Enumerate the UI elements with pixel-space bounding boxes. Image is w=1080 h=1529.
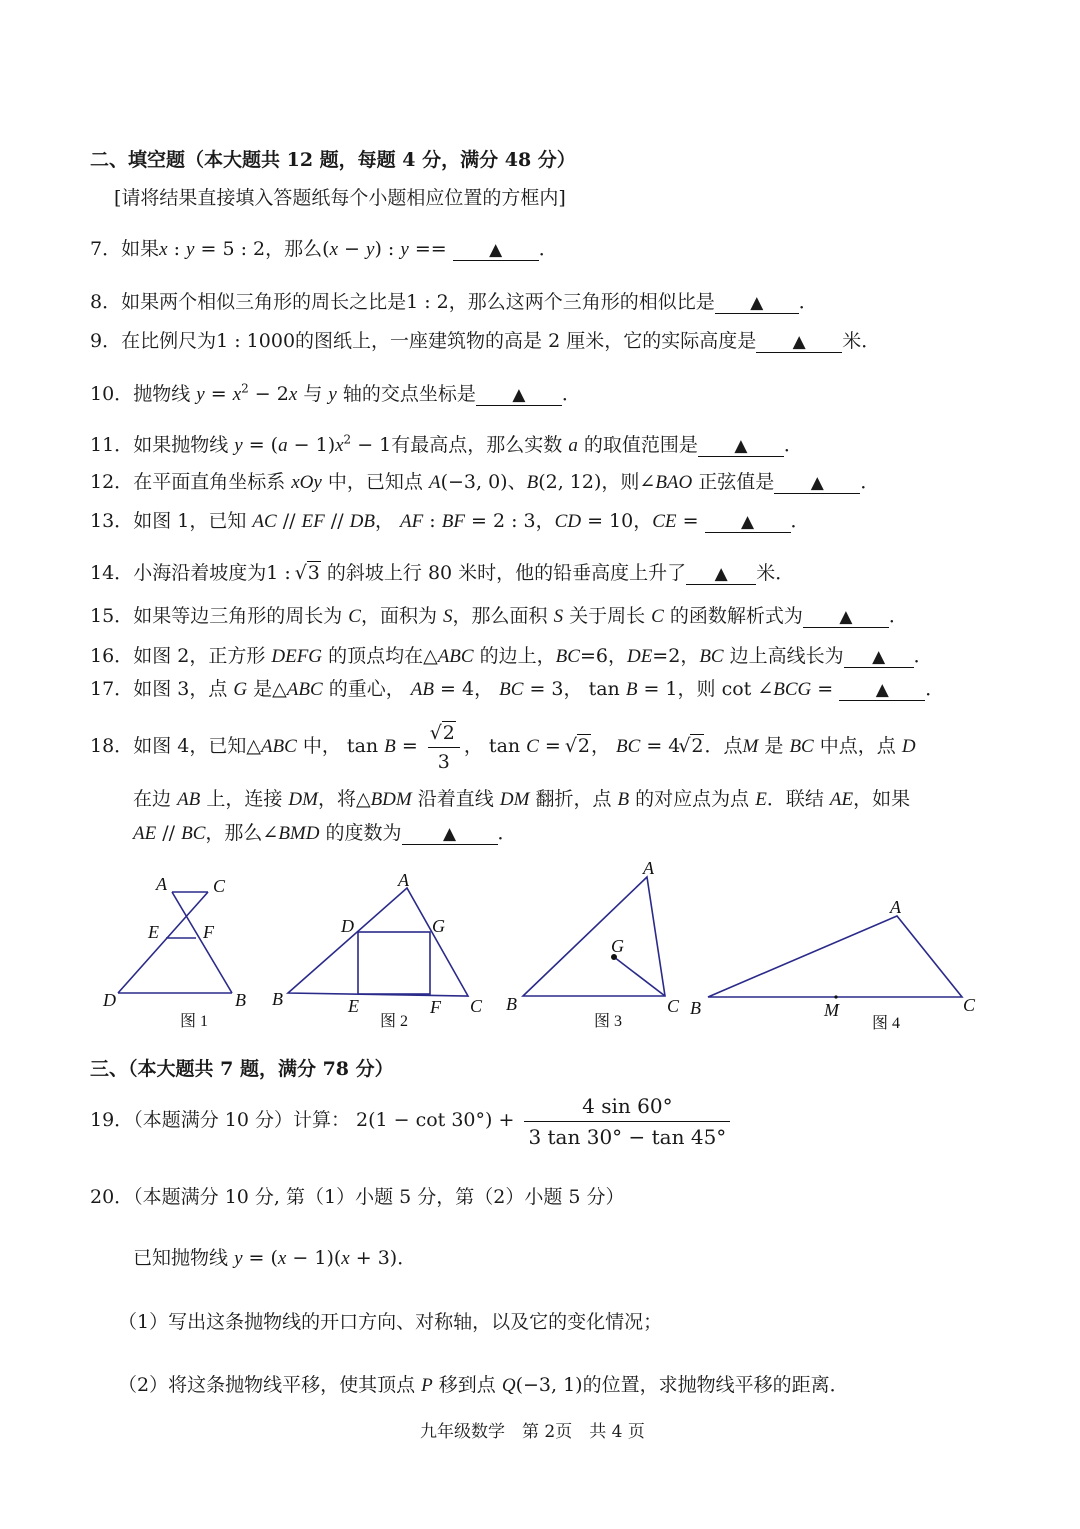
fig4-label-m: M (824, 1000, 839, 1020)
fig3-label-g: G (611, 936, 624, 956)
question-10: 10．抛物线 $y = x^2 - 2x$ 与 y 轴的交点坐标是 ▲ ． (90, 381, 581, 405)
question-18-line-2: 在边 AB 上，连接 DM，将△BDM 沿着直线 DM 翻折，点 B 的对应点为点 E．联结 AE，如果 (133, 788, 911, 810)
figure-1 (118, 892, 232, 993)
answer-blank[interactable]: ▲ (756, 332, 842, 353)
section-3-title: 三、（本大题共 7 题，满分 78 分） (90, 1058, 394, 1080)
question-16: 16．如图 2，正方形 DEFG 的顶点均在△ABC 的边上，BC=6，DE=2，BC 边上高线长为 ▲ ． (90, 645, 933, 667)
fig1-label-b: B (235, 990, 246, 1010)
answer-blank[interactable]: ▲ (402, 824, 498, 845)
answer-blank[interactable]: ▲ (774, 473, 860, 494)
question-20-part-2: （2）将这条抛物线平移，使其顶点 P 移到点 Q(−3, 1)的位置，求抛物线平移的距离． (118, 1374, 849, 1396)
fig2-label-c: C (470, 996, 483, 1016)
figure-1-caption: 图 1 (180, 1013, 209, 1030)
figure-3 (523, 877, 665, 996)
answer-blank[interactable]: ▲ (839, 680, 925, 701)
answer-blank[interactable]: ▲ (844, 647, 914, 668)
question-13: 13．如图 1，已知 AC // EF // DB， AF : BF = 2 : 3，CD = 10，CE = ▲ ． (90, 510, 810, 532)
question-18-line-3: AE // BC，那么∠BMD 的度数为 ▲ ． (133, 822, 517, 844)
figure-4-caption: 图 4 (872, 1015, 901, 1032)
fig2-label-d: D (341, 916, 354, 936)
question-14: 14．小海沿着坡度为1 : √ 3 的斜坡上行 80 米时，他的铅垂高度上升了 ▲ 米． (90, 561, 794, 585)
question-20-part-1: （1）写出这条抛物线的开口方向、对称轴，以及它的变化情况； (118, 1311, 663, 1333)
figure-2 (288, 888, 468, 996)
fig2-label-f: F (430, 997, 441, 1017)
answer-blank[interactable]: ▲ (453, 240, 539, 261)
fig3-label-c: C (667, 996, 680, 1016)
midpoint-m (834, 995, 837, 998)
question-19: 19．（本题满分 10 分）计算： 2(1 − cot 30°) + $\frac{4 \sin 60^\circ}{3 \tan 30^\circ - \tan 45^\circ}$ (90, 1090, 734, 1154)
fig2-label-e: E (348, 996, 359, 1016)
section-2-note: [请将结果直接填入答题纸每个小题相应位置的方框内] (114, 187, 566, 209)
question-18: 18．如图 4，已知△ABC 中， tan B = √ $\frac{2}{3}$ ， tan C = √ 2， BC = 4√ 2．点M 是 BC 中点，点 D (90, 716, 916, 782)
fig1-label-f: F (203, 922, 214, 942)
figures-row (0, 850, 1080, 1050)
figure-2-caption: 图 2 (380, 1013, 409, 1030)
fig3-label-b: B (506, 994, 517, 1014)
figure-4 (708, 916, 962, 997)
fig1-label-c: C (213, 876, 226, 896)
figure-3-caption: 图 3 (594, 1013, 623, 1030)
question-20-given: 已知抛物线 y = (x − 1)(x + 3)． (133, 1247, 417, 1269)
answer-blank[interactable]: ▲ (476, 385, 562, 406)
question-11: 11．如果抛物线 $y = (a - 1)x^2 - 1$有最高点，那么实数 a 的取值范围是 ▲ ． (90, 432, 803, 456)
answer-blank[interactable]: ▲ (803, 607, 889, 628)
fig2-label-a: A (398, 870, 409, 890)
section-2-title: 二、填空题（本大题共 12 题，每题 4 分，满分 48 分） (90, 149, 576, 171)
fig1-label-d: D (103, 990, 116, 1010)
fig3-label-a: A (643, 858, 654, 878)
answer-blank[interactable]: ▲ (686, 564, 756, 585)
fig2-label-g: G (432, 916, 445, 936)
fig4-label-c: C (963, 995, 976, 1015)
fig4-label-a: A (890, 897, 901, 917)
answer-blank[interactable]: ▲ (705, 512, 791, 533)
question-9: 9．在比例尺为1 : 1000的图纸上，一座建筑物的高是 2 厘米，它的实际高度是 ▲ 米． (90, 330, 881, 352)
question-12: 12．在平面直角坐标系 xOy 中，已知点 A(−3, 0)、B(2, 12)，则∠BAO 正弦值是 ▲ ． (90, 471, 880, 493)
fig2-label-b: B (272, 989, 283, 1009)
fig1-label-a: A (156, 874, 167, 894)
answer-blank[interactable]: ▲ (698, 436, 784, 457)
fig1-label-e: E (148, 922, 159, 942)
question-8: 8．如果两个相似三角形的周长之比是1 : 2，那么这两个三角形的相似比是 ▲ ． (90, 291, 818, 313)
question-20-title: 20．（本题满分 10 分, 第（1）小题 5 分，第（2）小题 5 分） (90, 1186, 625, 1208)
answer-blank[interactable]: ▲ (715, 293, 799, 314)
fig4-label-b: B (690, 998, 701, 1018)
page-footer: 九年级数学 第 2页 共 4 页 (420, 1422, 645, 1442)
question-15: 15．如果等边三角形的周长为 C，面积为 S，那么面积 S 关于周长 C 的函数解析式为 ▲ ． (90, 605, 908, 627)
question-7: 7．如果x : y = 5 : 2，那么(x − y) : y == ▲ ． (90, 238, 558, 260)
question-17: 17．如图 3，点 G 是△ABC 的重心， AB = 4， BC = 3， tan B = 1，则 cot ∠BCG = ▲ ． (90, 678, 945, 700)
